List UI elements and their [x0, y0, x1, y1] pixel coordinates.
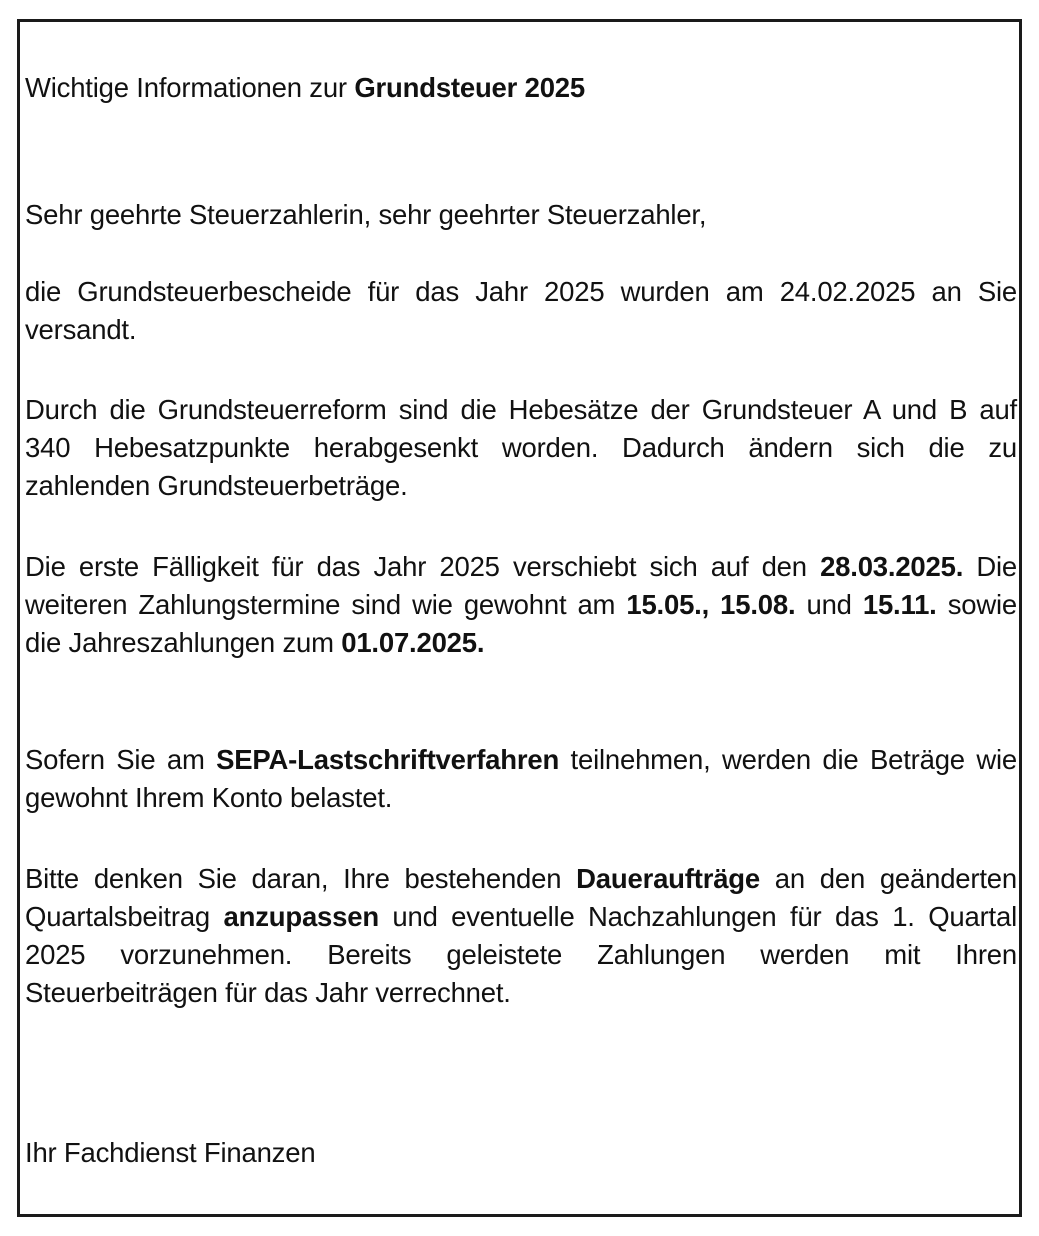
title-bold: Grundsteuer 2025	[354, 72, 585, 103]
quarter-dates: 15.05., 15.08.	[626, 589, 796, 620]
text-segment: und eventuelle Nachzahlungen für das 1. Quartal 2025 vorzunehmen. Bereits geleistete Zahlungen werden mit Ihren Steuerbeiträgen für das Jahr verrechnet.	[25, 901, 1017, 1008]
text-segment: Die erste Fälligkeit für das Jahr 2025 verschiebt sich auf den	[25, 551, 821, 582]
paragraph-dispatch: die Grundsteuerbescheide für das Jahr 2025 wurden am 24.02.2025 an Sie versandt.	[25, 276, 1017, 345]
first-due-date: 28.03.2025.	[820, 551, 964, 582]
text-segment: Sofern Sie am	[25, 744, 217, 775]
paragraph-sepa	[25, 741, 1017, 817]
text-segment: Die weiteren Zahlungstermine sind wie gewohnt am	[25, 551, 1017, 620]
title-prefix: Wichtige Informationen zur	[25, 72, 355, 103]
last-quarter-date: 15.11.	[862, 589, 937, 620]
text-segment: teilnehmen, werden die Beträge wie gewohnt Ihrem Konto belastet.	[25, 744, 1017, 813]
text-segment: Bitte denken Sie daran, Ihre bestehenden	[25, 863, 577, 894]
standing-orders-term: Daueraufträge	[576, 863, 760, 894]
notice-document	[17, 19, 1022, 1217]
text-segment: sowie die Jahreszahlungen zum	[25, 589, 1017, 658]
notice-title	[25, 69, 1017, 107]
annual-payment-date: 01.07.2025.	[341, 627, 485, 658]
signature: Ihr Fachdienst Finanzen	[25, 1137, 316, 1168]
adjust-term: anzupassen	[223, 901, 379, 932]
paragraph-standing-orders	[25, 860, 1017, 1012]
paragraph-due-dates	[25, 548, 1017, 662]
text-segment: und	[795, 589, 863, 620]
sepa-term: SEPA-Lastschriftverfahren	[216, 744, 560, 775]
text-segment: an den geänderten Quartalsbeitrag	[25, 863, 1017, 932]
paragraph-reform: Durch die Grundsteuerreform sind die Hebesätze der Grundsteuer A und B auf 340 Hebesatzpunkte herabgesenkt worden. Dadurch ändern sich die zu zahlenden Grundsteuerbeträge.	[25, 394, 1017, 501]
salutation: Sehr geehrte Steuerzahlerin, sehr geehrter Steuerzahler,	[25, 199, 707, 230]
